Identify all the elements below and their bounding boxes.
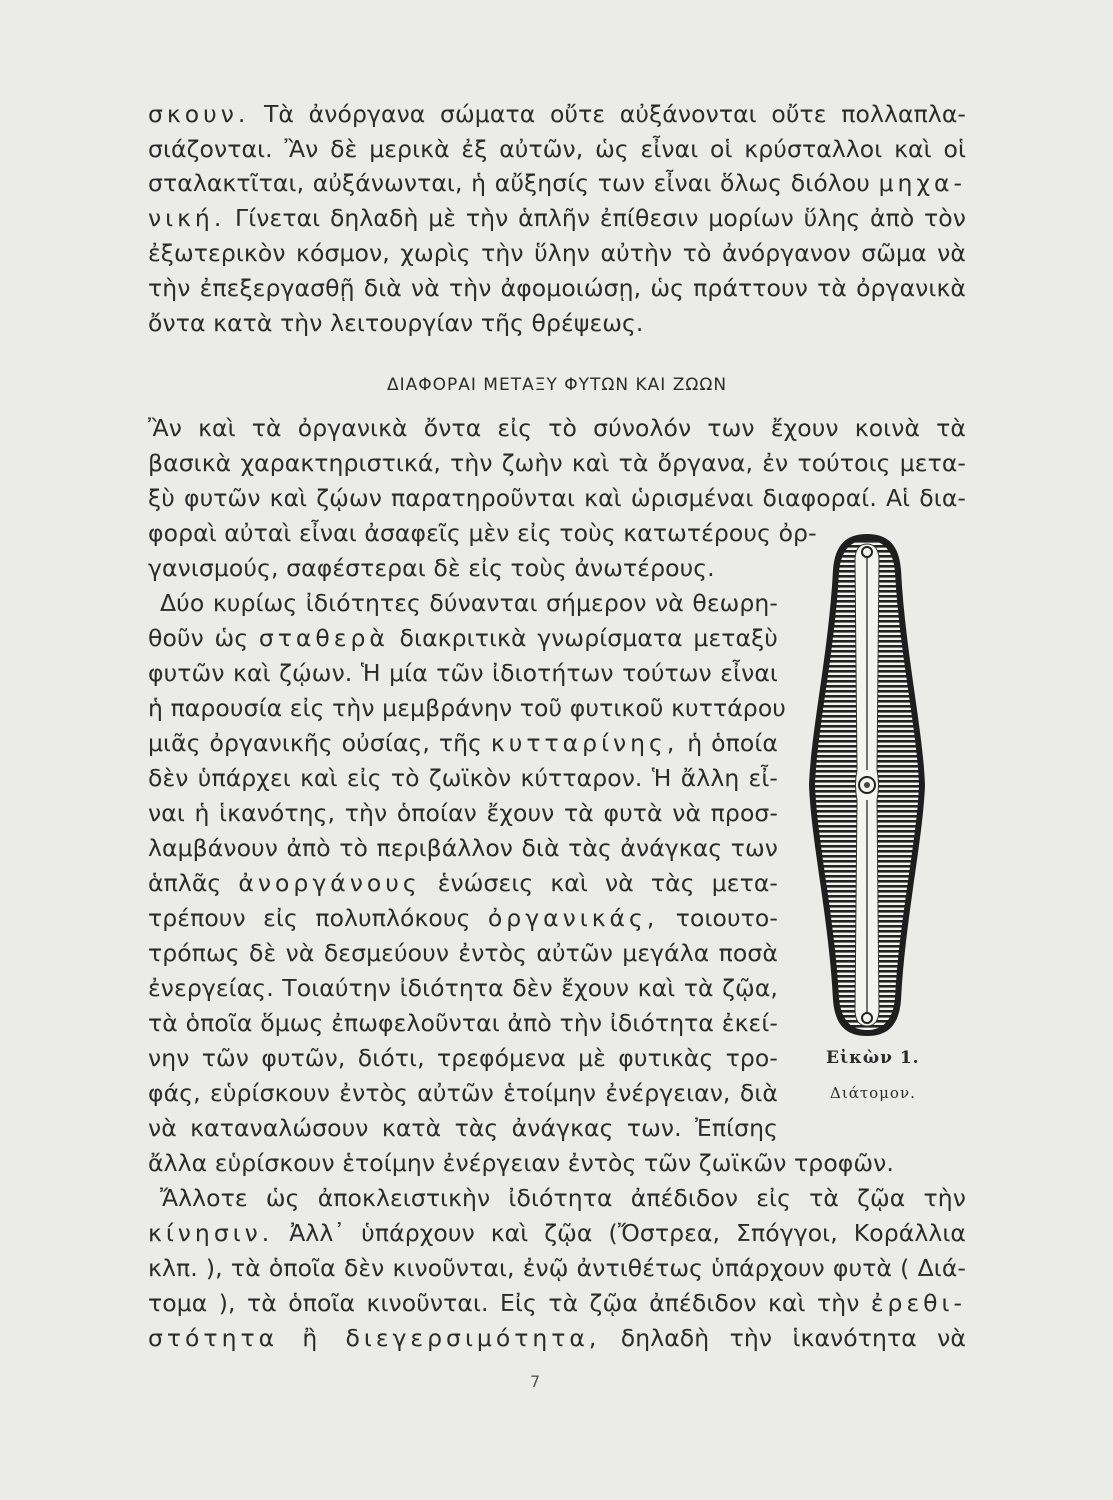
text-line: ἄλλα εὑρίσκουν ἑτοίμην ἐνέργειαν ἐντὸς τῶν ζωϊκῶν τροφῶν. (148, 1149, 894, 1177)
figure-caption-subtitle: Διάτομον. (830, 1084, 916, 1102)
text-line: Ἂν καὶ τὰ ὀργανικὰ ὄντα εἰς τὸ σύνολόν των ἔχουν κοινὰ τὰ (148, 414, 966, 442)
text-line: τρόπως δὲ νὰ δεσμεύουν ἐντὸς αὐτῶν μεγάλα ποσὰ (148, 939, 778, 967)
text-line: ἐνεργείας. Τοιαύτην ἰδιότητα δὲν ἔχουν καὶ τὰ ζῷα, (148, 974, 778, 1002)
text-line: νην τῶν φυτῶν, διότι, τρεφόμενα μὲ φυτικὰς τρο- (148, 1044, 778, 1072)
text-line: θοῦν ὡς σταθερὰ διακριτικὰ γνωρίσματα μεταξὺ (148, 624, 779, 652)
text-line: ἐξωτερικὸν κόσμον, χωρὶς τὴν ὕλην αὐτὴν τὸ ἀνόργανον σῶμα νὰ (148, 239, 966, 267)
text-line: μιᾶς ὀργανικῆς οὐσίας, τῆς κυτταρίνης, ἡ ὁποία (148, 729, 779, 757)
text-line: νὰ καταναλώσουν κατὰ τὰς ἀνάγκας των. Ἐπίσης (148, 1114, 778, 1142)
text-line: δὲν ὑπάρχει καὶ εἰς τὸ ζωϊκὸν κύτταρον. Ἡ ἄλλη εἶ- (148, 764, 778, 792)
text-line: ναι ἡ ἱκανότης, τὴν ὁποίαν ἔχουν τὰ φυτὰ νὰ προσ- (148, 799, 778, 827)
text-line: ἁπλᾶς ἀνοργάνους ἑνώσεις καὶ νὰ τὰς μετα- (148, 869, 778, 897)
text-line: βασικὰ χαρακτηριστικά, τὴν ζωὴν καὶ τὰ ὄργανα, ἐν τούτοις μετα- (148, 449, 966, 477)
text-line: νική. Γίνεται δηλαδὴ μὲ τὴν ἁπλῆν ἐπίθεσιν μορίων ὕλης ἀπὸ τὸν (148, 204, 966, 232)
text-line: Δύο κυρίως ἰδιότητες δύνανται σήμερον νὰ θεωρη- (160, 589, 778, 617)
text-line: ἡ παρουσία εἰς τὴν μεμβράνην τοῦ φυτικοῦ κυττάρου (148, 694, 786, 722)
text-line: σταλακτῖται, αὐξάνωνται, ἡ αὔξησίς των εἶναι ὅλως διόλου μηχα- (148, 169, 966, 197)
text-line: φοραὶ αὐταὶ εἶναι ἀσαφεῖς μὲν εἰς τοὺς κατωτέρους ὀρ- (148, 519, 817, 547)
text-line: σιάζονται. Ἂν δὲ μερικὰ ἐξ αὐτῶν, ὡς εἶναι οἱ κρύσταλλοι καὶ οἱ (148, 135, 966, 163)
text-line: τομα ), τὰ ὁποῖα κινοῦνται. Εἰς τὰ ζῷα ἀπέδιδον καὶ τὴν ἐρεθι- (148, 1289, 966, 1317)
text-line: κλπ. ), τὰ ὁποῖα δὲν κινοῦνται, ἐνῷ ἀντιθέτως ὑπάρχουν φυτὰ ( Διά- (148, 1254, 966, 1282)
text-line: κίνησιν. Ἀλλ᾽ ὑπάρχουν καὶ ζῷα (Ὄστρεα, Σπόγγοι, Κοράλλια (148, 1219, 966, 1247)
text-line: ξὺ φυτῶν καὶ ζῴων παρατηροῦνται καὶ ὡρισμέναι διαφοραί. Αἱ δια- (148, 484, 966, 512)
text-line: γανισμούς, σαφέστεραι δὲ εἰς τοὺς ἀνωτέρους. (148, 554, 715, 582)
text-line: ὄντα κατὰ τὴν λειτουργίαν τῆς θρέψεως. (148, 309, 644, 337)
text-line: τὰ ὁποῖα ὅμως ἐπωφελοῦνται ἀπὸ τὴν ἰδιότητα ἐκεί- (148, 1009, 778, 1037)
text-line: τρέπουν εἰς πολυπλόκους ὀργανικάς, τοιουτο- (148, 904, 778, 932)
text-line: φυτῶν καὶ ζῴων. Ἡ μία τῶν ἰδιοτήτων τούτων εἶναι (148, 659, 778, 687)
text-line: τὴν ἐπεξεργασθῇ διὰ νὰ τὴν ἀφομοιώσῃ, ὡς πράττουν τὰ ὀργανικὰ (148, 274, 966, 302)
text-line: Ἄλλοτε ὡς ἀποκλειστικὴν ἰδιότητα ἀπέδιδον εἰς τὰ ζῷα τὴν (160, 1184, 966, 1212)
text-line: λαμβάνουν ἀπὸ τὸ περιβάλλον διὰ τὰς ἀνάγκας των (148, 834, 778, 862)
section-heading: ΔΙΑΦΟΡΑΙ ΜΕΤΑΞΥ ΦΥΤΩΝ ΚΑΙ ΖΩΩΝ (386, 375, 728, 395)
text-line: στότητα ἢ διεγερσιμότητα, δηλαδὴ τὴν ἱκανότητα νὰ (148, 1324, 966, 1352)
text-line: σκουν. Τὰ ἀνόργανα σώματα οὔτε αὐξάνονται οὔτε πολλαπλα- (148, 100, 966, 128)
diatom-illustration (805, 530, 930, 1040)
figure-caption-title: Εἰκὼν 1. (826, 1048, 920, 1068)
text-line: φάς, εὑρίσκουν ἐντὸς αὐτῶν ἑτοίμην ἐνέργειαν, διὰ (148, 1079, 778, 1107)
page-number: 7 (530, 1372, 541, 1391)
